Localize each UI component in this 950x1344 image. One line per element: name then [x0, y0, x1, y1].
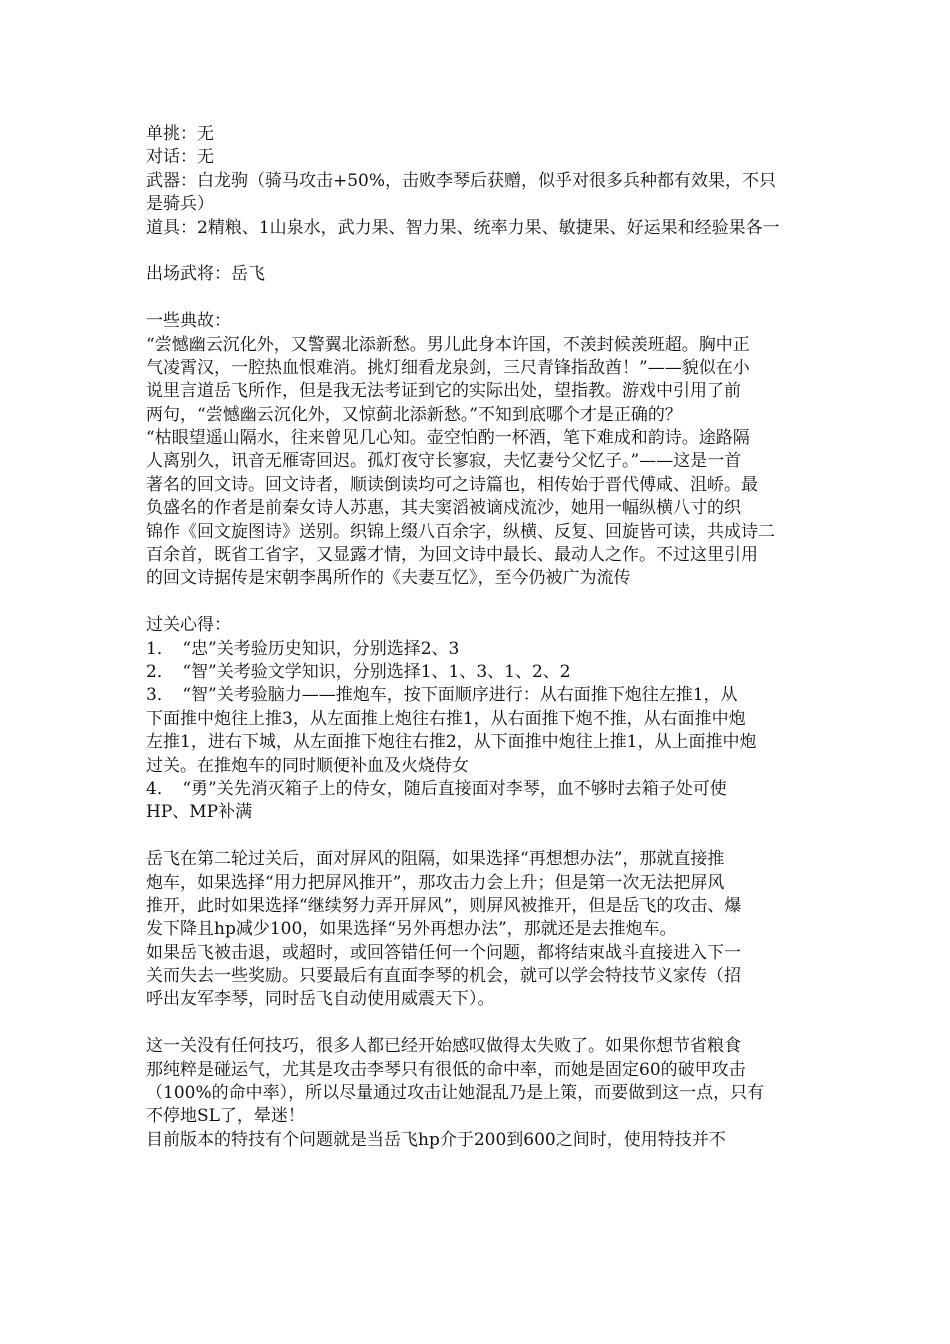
blank-line [146, 240, 808, 263]
text-line: 发下降且hp减少100，如果选择“另外再想办法”，那就还是去推炮车。 [146, 919, 677, 940]
blank-line [146, 591, 808, 614]
text-line: 下面推中炮往上推3，从左面推上炮往右推1，从右面推下炮不推，从右面推中炮 [146, 708, 746, 729]
text-line: 说里言道岳飞所作，但是我无法考证到它的实际出处，望指教。游戏中引用了前 [146, 381, 741, 402]
text-line: 两句，“尝憾幽云沉化外，又惊蓟北添新愁。”不知到底哪个才是正确的？ [146, 404, 682, 425]
text-line: 4． “勇”关先消灭箱子上的侍女，随后直接面对李琴，血不够时去箱子处可使 [146, 778, 727, 799]
text-line: 过关心得： [146, 615, 231, 636]
text-line: 一些典故： [146, 311, 231, 332]
text-line: 2． “智”关考验文学知识，分别选择1、1、3、1、2、2 [146, 661, 571, 682]
text-line: 百余首，既省工省字，又显露才情，为回文诗中最长、最动人之作。不过这里引用 [146, 545, 758, 566]
text-line: “尝憾幽云沉化外，又警翼北添新愁。男儿此身本许国，不羡封候羡班超。胸中正 [146, 334, 750, 355]
blank-line [146, 1012, 808, 1035]
text-line: 呼出友军李琴，同时岳飞自动使用威震天下）。 [146, 989, 495, 1010]
document-body [146, 123, 808, 1152]
text-line: 炮车，如果选择“用力把屏风推开”，那攻击力会上升；但是第一次无法把屏风 [146, 872, 725, 893]
text-line: 目前版本的特技有个问题就是当岳飞hp介于200到600之间时，使用特技并不 [146, 1129, 726, 1150]
text-line: 3． “智”关考验脑力——推炮车，按下面顺序进行：从右面推下炮往左推1，从 [146, 685, 738, 706]
text-line: 的回文诗据传是宋朝李禺所作的《夫妻互忆》，至今仍被广为流传 [146, 568, 631, 589]
text-line: 1． “忠”关考验历史知识，分别选择2、3 [146, 638, 460, 659]
text-line: 单挑：无 [146, 124, 214, 144]
text-line: 出场武将：岳飞 [146, 264, 265, 285]
text-line: 如果岳飞被击退，或超时，或回答错任何一个问题，都将结束战斗直接进入下一 [146, 942, 741, 963]
text-line: 关而失去一些奖励。只要最后有直面李琴的机会，就可以学会特技节义家传（招 [146, 966, 741, 987]
text-line: 人离别久，讯音无雁寄回迟。孤灯夜守长寥寂，夫忆妻兮父忆子。”——这是一首 [146, 451, 742, 472]
text-line: 锦作《回文旋图诗》送别。织锦上缀八百余字，纵横、反复、回旋皆可读，共成诗二 [146, 521, 775, 542]
text-line: 著名的回文诗。回文诗者，顺读倒读均可之诗篇也，相传始于晋代傅咸、沮峤。最 [146, 474, 758, 495]
text-line: HP、MP补满 [146, 802, 253, 823]
text-line: 过关。在推炮车的同时顺便补血及火烧侍女 [146, 755, 469, 776]
text-line: 是骑兵） [146, 194, 214, 215]
text-line: 气凌霄汉，一腔热血恨难消。挑灯细看龙泉剑，三尺青锋指敌酋！”——貌似在小 [146, 357, 750, 378]
text-line: 道具：2精粮、1山泉水，武力果、智力果、统率力果、敏捷果、好运果和经验果各一 [146, 217, 780, 238]
text-line: “枯眼望遥山隔水，往来曾见几心知。壶空怕酌一杯酒，笔下难成和韵诗。途路隔 [146, 428, 750, 449]
text-line: 推开，此时如果选择“继续努力弄开屏风”，则屏风被推开，但是岳飞的攻击、爆 [146, 895, 742, 916]
text-line: 负盛名的作者是前秦女诗人苏惠，其夫窦滔被谪戍流沙，她用一幅纵横八寸的织 [146, 498, 741, 519]
text-line: 不停地SL了，晕迷！ [146, 1106, 305, 1127]
text-line: 那纯粹是碰运气，尤其是攻击李琴只有很低的命中率，而她是固定60的破甲攻击 [146, 1059, 746, 1080]
blank-line [146, 825, 808, 848]
text-line: 左推1，进右下城，从左面推下炮往右推2，从下面推中炮往上推1，从上面推中炮 [146, 732, 757, 753]
text-line: （100%的命中率），所以尽量通过攻击让她混乱乃是上策，而要做到这一点，只有 [146, 1083, 765, 1104]
text-line: 武器：白龙驹（骑马攻击+50%，击败李琴后获赠，似乎对很多兵种都有效果，不只 [146, 170, 777, 191]
text-line: 这一关没有任何技巧，很多人都已经开始感叹做得太失败了。如果你想节省粮食 [146, 1036, 741, 1057]
text-line: 对话：无 [146, 147, 214, 168]
text-line: 岳飞在第二轮过关后，面对屏风的阻隔，如果选择“再想想办法”，那就直接推 [146, 849, 725, 870]
blank-line [146, 287, 808, 310]
